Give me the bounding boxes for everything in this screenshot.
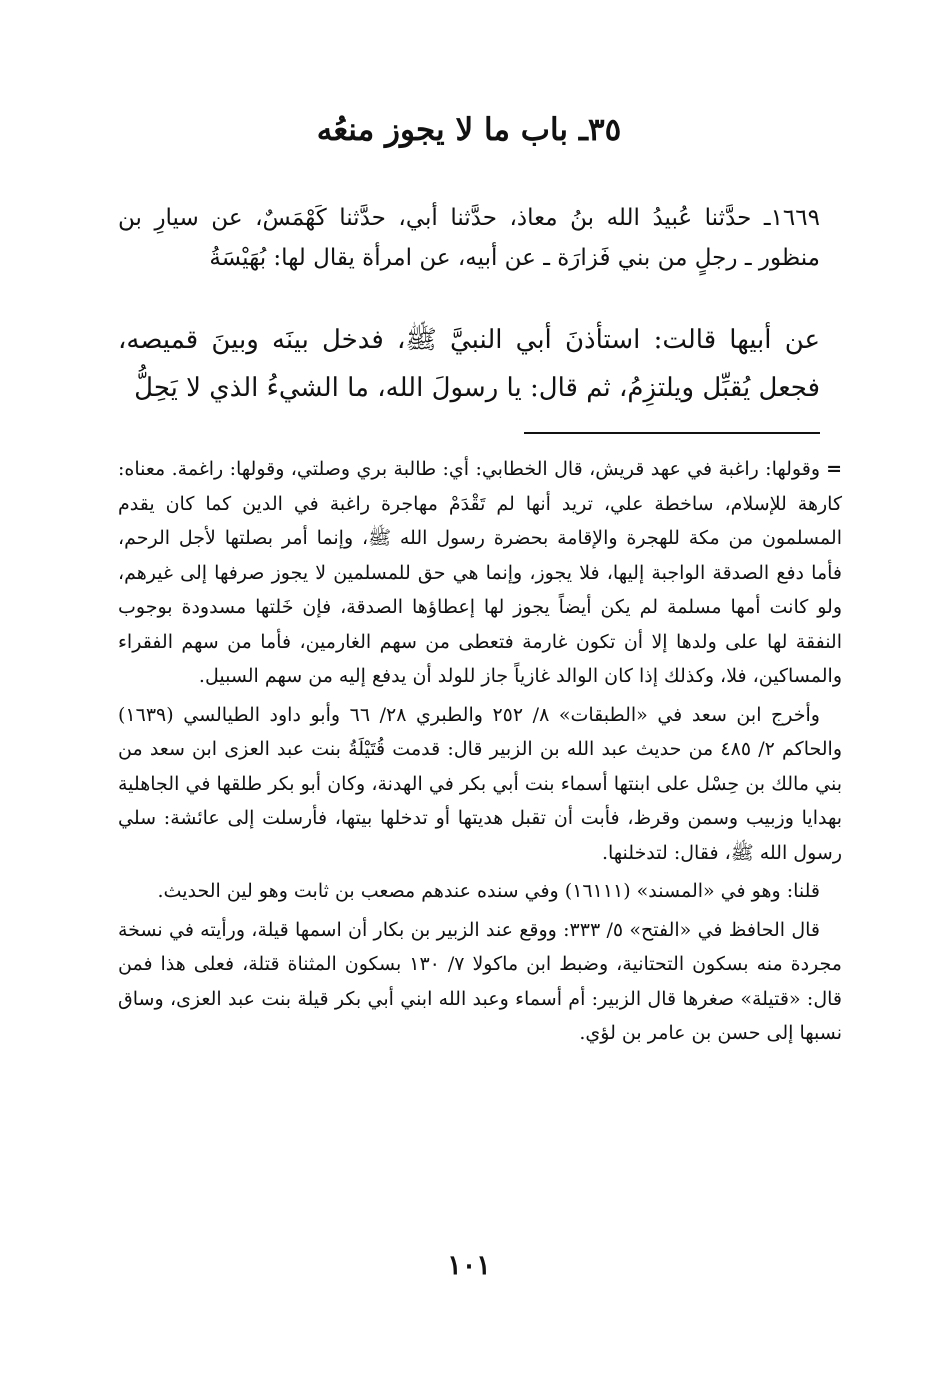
footnote-paragraph xyxy=(118,452,842,694)
footnote-paragraph: قال الحافظ في «الفتح» ٥/ ٣٣٣: ووقع عند الزبير بن بكار أن اسمها قيلة، ورأيته في نسخة مجردة منه بسكون التحتانية، وضبط ابن ماكولا ٧/ ١٣٠ بسكون المثناة قتلة، فعلى هذا فمن قال: «قتيلة» صغرها قال الزبير: أم أسماء وعبد الله ابني أبي بكر قيلة بنت عبد العزى، وساق نسبها إلى حسن بن عامر بن لؤي. xyxy=(118,918,842,1044)
page-number: ١٠١ xyxy=(447,1250,491,1281)
footnote-divider xyxy=(524,432,820,434)
chapter-title: ٣٥ـ باب ما لا يجوز منعُه xyxy=(316,112,622,148)
footnote-text: وقولها: راغبة في عهد قريش، قال الخطابي: أي: طالبة بري وصلتي، وقولها: راغمة. معناه: كارهة للإسلام، ساخطة علي، تريد أنها لم تَقْدَمْ مهاجرة راغبة في الدين كما كان يقدم المسلمون من مكة للهجرة والإقامة بحضرة رسول الله ﷺ، وإنما أمر بصلتها لأجل الرحم، فأما دفع الصدقة الواجبة إليها، فلا يجوز، وإنما هي حق للمسلمين لا يجوز صرفها إلى غيرهم، ولو كانت أمها مسلمة لم يكن أيضاً يجوز لها إعطاؤها الصدقة، فإن خَلتها مسدودة بوجوب النفقة لها على ولدها إلا أن تكون غارمة فتعطى من سهم الغارمين، فأما من سهم الفقراء والمساكين، فلا، وكذلك إذا كان الوالد غازياً جاز للولد أن يدفع إليه من سهم السبيل. xyxy=(118,458,842,687)
footnotes-section xyxy=(118,452,842,1055)
footnote-paragraph: وأخرج ابن سعد في «الطبقات» ٨/ ٢٥٢ والطبري ٢٨/ ٦٦ وأبو داود الطيالسي (١٦٣٩) والحاكم ٢/ ٤٨٥ من حديث عبد الله بن الزبير قال: قدمت قُتَيْلَةُ بنت عبد العزى ابن سعد من بني مالك بن حِسْل على ابنتها أسماء بنت أبي بكر في الهدنة، وكان أبو بكر طلقها في الجاهلية بهدايا وزبيب وسمن وقرظ، فأبت أن تقبل هديتها أو تدخلها بيتها، فأرسلت إلى عائشة: سلي رسول الله ﷺ، فقال: لتدخلنها. xyxy=(118,703,843,864)
footnote-paragraph: قلنا: وهو في «المسند» (١٦١١١) وفي سنده عندهم مصعب بن ثابت وهو لين الحديث. xyxy=(157,880,820,902)
hadith-matn: عن أبيها قالت: استأذنَ أبي النبيَّ ﷺ، فدخل بينَه وبينَ قميصه، فجعل يُقبِّل ويلتزِمُ، ثم قال: يا رسولَ الله، ما الشيءُ الذي لا يَحِلُّ xyxy=(118,325,820,403)
hadith-isnad: ١٦٦٩ـ حدَّثنا عُبيدُ الله بنُ معاذ، حدَّثنا أبي، حدَّثنا كَهْمَسٌ، عن سيارِ بن منظور ـ رجلٍ من بني فَزارَة ـ عن أبيه، عن امرأة يقال لها: بُهَيْسَةُ xyxy=(118,205,820,271)
continuation-mark: = xyxy=(826,458,842,480)
